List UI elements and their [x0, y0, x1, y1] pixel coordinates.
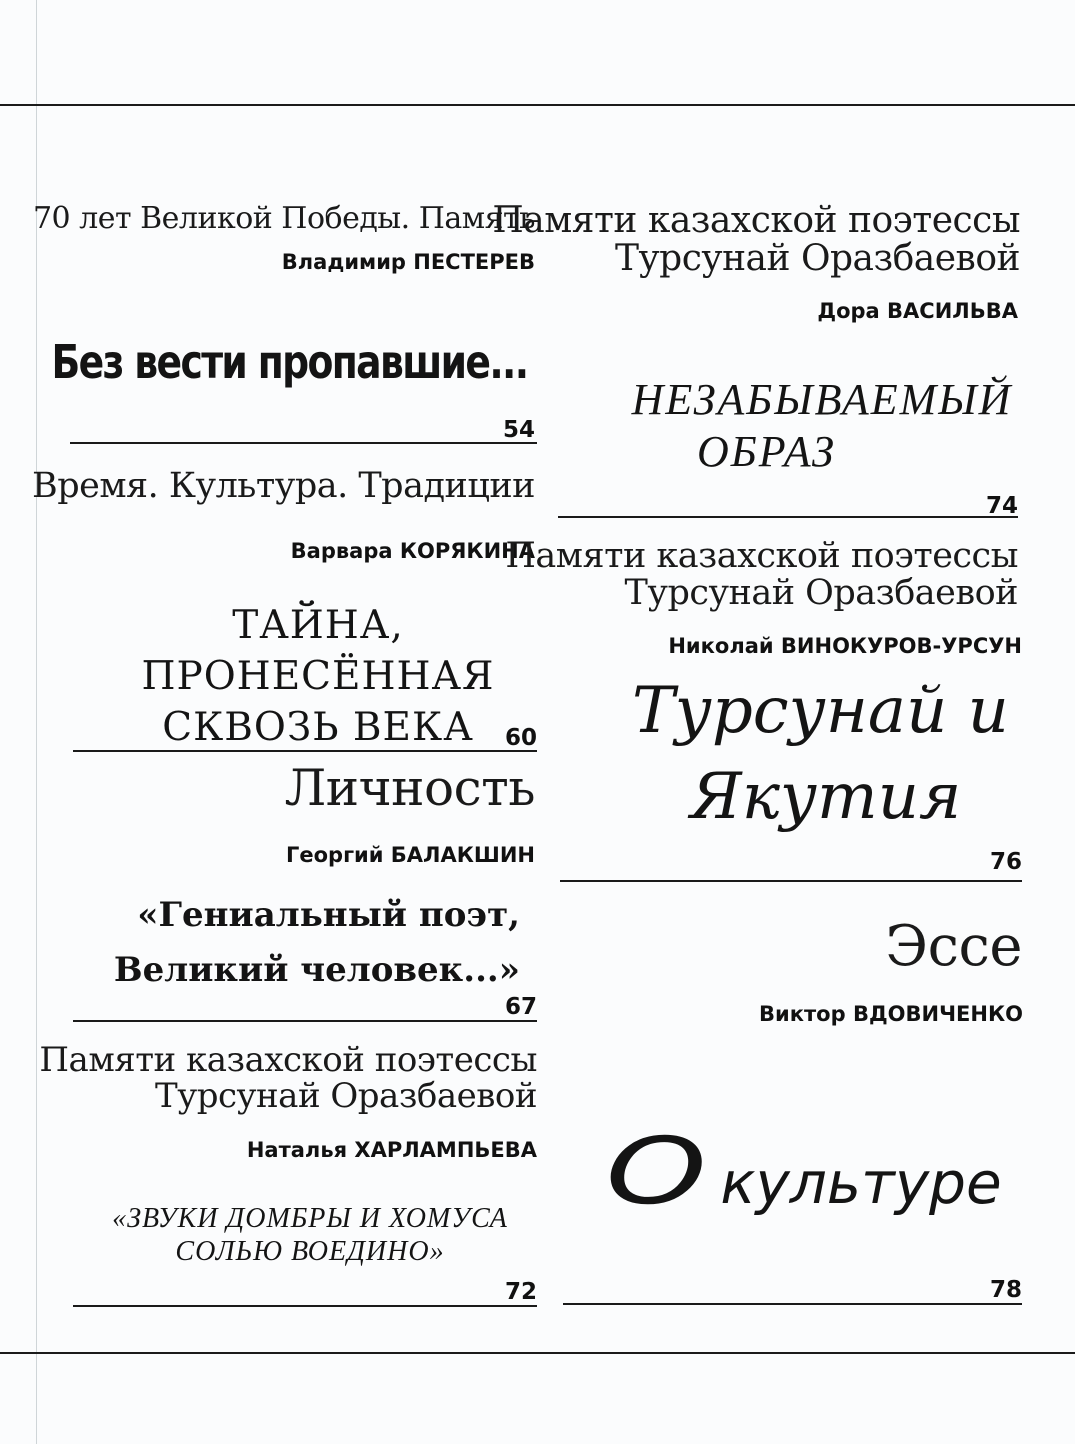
title-line: Турсунай и: [632, 674, 1009, 748]
article-title-yakutia[interactable]: [632, 668, 1012, 840]
title-line: Великий человек...»: [113, 950, 520, 990]
title-line: Якутия: [690, 760, 962, 834]
section-line: Памяти казахской поэтессы: [492, 200, 1020, 241]
section-line: Турсунай Оразбаевой: [624, 572, 1018, 613]
divider-line: [558, 516, 1018, 518]
author-vasilva: Дора ВАСИЛЬВА: [817, 299, 1018, 323]
article-title-dombra[interactable]: [80, 1202, 540, 1268]
section-heading-tursunai: [39, 1040, 537, 1116]
page-number[interactable]: 78: [989, 1277, 1022, 1303]
author-balakshin: Георгий БАЛАКШИН: [285, 843, 535, 867]
section-line: Турсунай Оразбаевой: [155, 1075, 537, 1116]
title-line: «Гениальный поэт,: [137, 895, 520, 935]
page-number[interactable]: 54: [502, 417, 535, 443]
page-number[interactable]: 76: [989, 849, 1022, 875]
section-heading-essay: Эссе: [885, 914, 1022, 979]
author-vdovichenko: Виктор ВДОВИЧЕНКО: [759, 1002, 1023, 1026]
title-line: СКВОЗЬ ВЕКА: [162, 705, 474, 750]
divider-line: [73, 750, 537, 752]
article-title-culture[interactable]: [605, 1118, 1002, 1225]
section-heading-tursunai: [505, 538, 1018, 612]
title-line: [605, 1118, 1002, 1225]
article-title-genius[interactable]: [114, 888, 520, 998]
title-line: ПРОНЕСЁННАЯ: [141, 654, 495, 699]
divider-line: [563, 1303, 1022, 1305]
title-line: ОБРАЗ: [697, 427, 836, 476]
bottom-rule: [0, 1352, 1075, 1354]
section-line: Памяти казахской поэтессы: [505, 536, 1018, 576]
section-line: Памяти казахской поэтессы: [39, 1040, 537, 1080]
title-line: ТАЙНА,: [232, 603, 404, 648]
title-line: СОЛЬЮ ВОЕДИНО»: [175, 1236, 445, 1267]
section-heading-personality: Личность: [284, 759, 535, 817]
section-heading-culture: Время. Культура. Традиции: [32, 466, 535, 506]
article-title-unforgettable[interactable]: [612, 374, 1032, 478]
section-line: Турсунай Оразбаевой: [614, 237, 1020, 279]
divider-line: [560, 880, 1022, 882]
divider-line: [73, 1305, 537, 1307]
page-number[interactable]: 67: [504, 994, 537, 1020]
section-heading-memory: 70 лет Великой Победы. Память: [32, 201, 535, 236]
author-pesterev: Владимир ПЕСТЕРЕВ: [281, 250, 535, 274]
divider-line: [70, 442, 537, 444]
author-koryakina: Варвара КОРЯКИНА: [290, 539, 535, 563]
title-line: «ЗВУКИ ДОМБРЫ И ХОМУСА: [112, 1203, 508, 1234]
page-number[interactable]: 74: [985, 493, 1018, 519]
title-line: НЕЗАБЫВАЕМЫЙ: [631, 375, 1013, 424]
author-kharlampieva: Наталья ХАРЛАМПЬЕВА: [246, 1138, 537, 1162]
article-title-missing[interactable]: Без вести пропавшие...: [51, 335, 527, 389]
top-rule: [0, 104, 1075, 106]
article-title-secret[interactable]: [118, 600, 518, 753]
title-word: культуре: [720, 1149, 1002, 1217]
divider-line: [73, 1020, 537, 1022]
page-number[interactable]: 60: [504, 725, 537, 751]
page-number[interactable]: 72: [504, 1279, 537, 1305]
section-heading-tursunai: [492, 202, 1020, 278]
author-vinokurov-ursun: Николай ВИНОКУРОВ-УРСУН: [668, 634, 1022, 658]
title-initial: О: [605, 1118, 707, 1225]
